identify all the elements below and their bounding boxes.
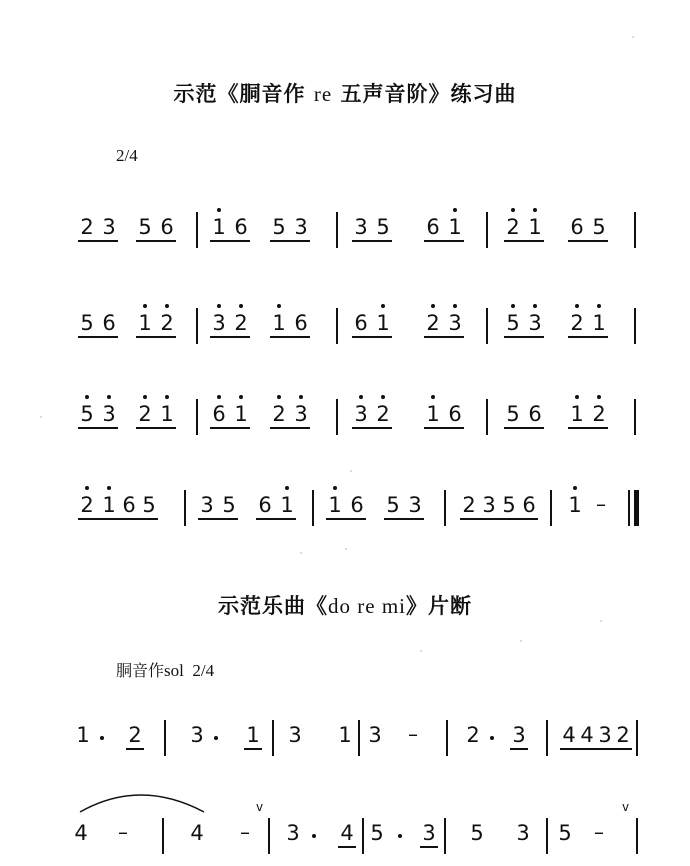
note: 5 [272, 215, 286, 239]
note: 1 [568, 403, 586, 425]
note: 1 [278, 494, 296, 516]
note: 1 [246, 723, 260, 747]
note: 3 [294, 215, 308, 239]
note: 4 [580, 723, 594, 747]
paper-speck [40, 416, 42, 418]
note: 1 [526, 216, 544, 238]
note: 3 [210, 312, 228, 334]
note: 6 [160, 215, 174, 239]
note: 2 [504, 216, 522, 238]
note: 5 [138, 215, 152, 239]
piece1-title-part-a: 示范《胴音作 [173, 82, 306, 106]
note: 6 [258, 493, 272, 517]
note: 6 [210, 403, 228, 425]
dash: – [596, 492, 606, 516]
paper-speck [600, 620, 602, 622]
piece2-tempo-cjk: 胴音作 [116, 661, 165, 680]
note: 1 [158, 403, 176, 425]
note: 1 [590, 312, 608, 334]
note: 6 [234, 215, 248, 239]
note: 3 [200, 493, 214, 517]
note: 2 [158, 312, 176, 334]
note: 2 [466, 723, 480, 747]
note: 1 [100, 494, 118, 516]
note: 2 [136, 403, 154, 425]
note: 2 [374, 403, 392, 425]
note: 5 [222, 493, 236, 517]
note: 2 [568, 312, 586, 334]
note: 1 [76, 723, 90, 747]
note: 3 [292, 403, 310, 425]
note: 2 [462, 493, 476, 517]
note: 2 [232, 312, 250, 334]
note: 3 [422, 821, 436, 845]
note: 2 [128, 723, 142, 747]
note: 3 [288, 723, 302, 747]
piece2-time-signature: 2/4 [192, 661, 215, 680]
dash: – [408, 722, 418, 746]
note: 5 [376, 215, 390, 239]
note: 6 [102, 311, 116, 335]
paper-speck [520, 640, 522, 642]
note: 6 [354, 311, 368, 335]
note: 5 [506, 402, 520, 426]
paper-speck [345, 548, 347, 550]
note: 3 [446, 312, 464, 334]
note: 5 [78, 403, 96, 425]
breath-mark: v [256, 800, 264, 814]
note: 4 [74, 821, 88, 845]
note: 3 [482, 493, 496, 517]
note: 6 [448, 402, 462, 426]
piece2-title [0, 590, 690, 620]
note: 1 [210, 216, 228, 238]
piece2-title-latin: do re mi [328, 594, 406, 618]
note: 2 [616, 723, 630, 747]
note: 5 [80, 311, 94, 335]
note: 3 [100, 403, 118, 425]
note: 1 [424, 403, 442, 425]
note: 3 [102, 215, 116, 239]
paper-speck [300, 552, 302, 554]
paper-speck [350, 470, 352, 472]
tie-arc-path [80, 795, 204, 812]
piece2-title-part-a: 示范乐曲《 [218, 594, 328, 618]
breath-mark: v [622, 800, 630, 814]
note: 3 [368, 723, 382, 747]
note: 3 [286, 821, 300, 845]
note: 6 [528, 402, 542, 426]
dash: – [118, 820, 128, 844]
note: 2 [80, 215, 94, 239]
note: 5 [504, 312, 522, 334]
note: 4 [340, 821, 354, 845]
note: 1 [232, 403, 250, 425]
note: 4 [562, 723, 576, 747]
note: 1 [326, 494, 344, 516]
note: 6 [522, 493, 536, 517]
note: 6 [122, 493, 136, 517]
note: 6 [294, 311, 308, 335]
note: 3 [408, 493, 422, 517]
note: 6 [570, 215, 584, 239]
dash: – [240, 820, 250, 844]
paper-speck [420, 650, 422, 652]
note: 1 [270, 312, 288, 334]
note: 3 [352, 403, 370, 425]
note: 3 [190, 723, 204, 747]
note: 3 [512, 723, 526, 747]
note: 3 [516, 821, 530, 845]
note: 1 [374, 312, 392, 334]
note: 4 [190, 821, 204, 845]
piece2-tempo-latin: sol [164, 661, 184, 680]
note: 1 [136, 312, 154, 334]
note: 1 [446, 216, 464, 238]
note: 5 [386, 493, 400, 517]
piece1-title-latin: re [313, 82, 333, 106]
note: 3 [598, 723, 612, 747]
note: 2 [424, 312, 442, 334]
paper-speck [632, 36, 634, 38]
note: 5 [558, 821, 572, 845]
dash: – [594, 820, 604, 844]
note: 5 [470, 821, 484, 845]
note: 3 [526, 312, 544, 334]
note: 1 [566, 494, 584, 516]
note: 3 [354, 215, 368, 239]
note: 5 [592, 215, 606, 239]
note: 2 [270, 403, 288, 425]
note: 5 [370, 821, 384, 845]
piece1-title-part-b: 五声音阶》练习曲 [340, 82, 517, 106]
note: 2 [590, 403, 608, 425]
note: 5 [502, 493, 516, 517]
piece1-time-signature: 2/4 [116, 146, 138, 165]
note: 1 [338, 723, 352, 747]
piece2-tempo [116, 658, 214, 681]
note: 6 [426, 215, 440, 239]
note: 5 [142, 493, 156, 517]
note: 6 [350, 493, 364, 517]
piece2-title-part-b: 》片断 [405, 594, 472, 618]
note: 2 [78, 494, 96, 516]
